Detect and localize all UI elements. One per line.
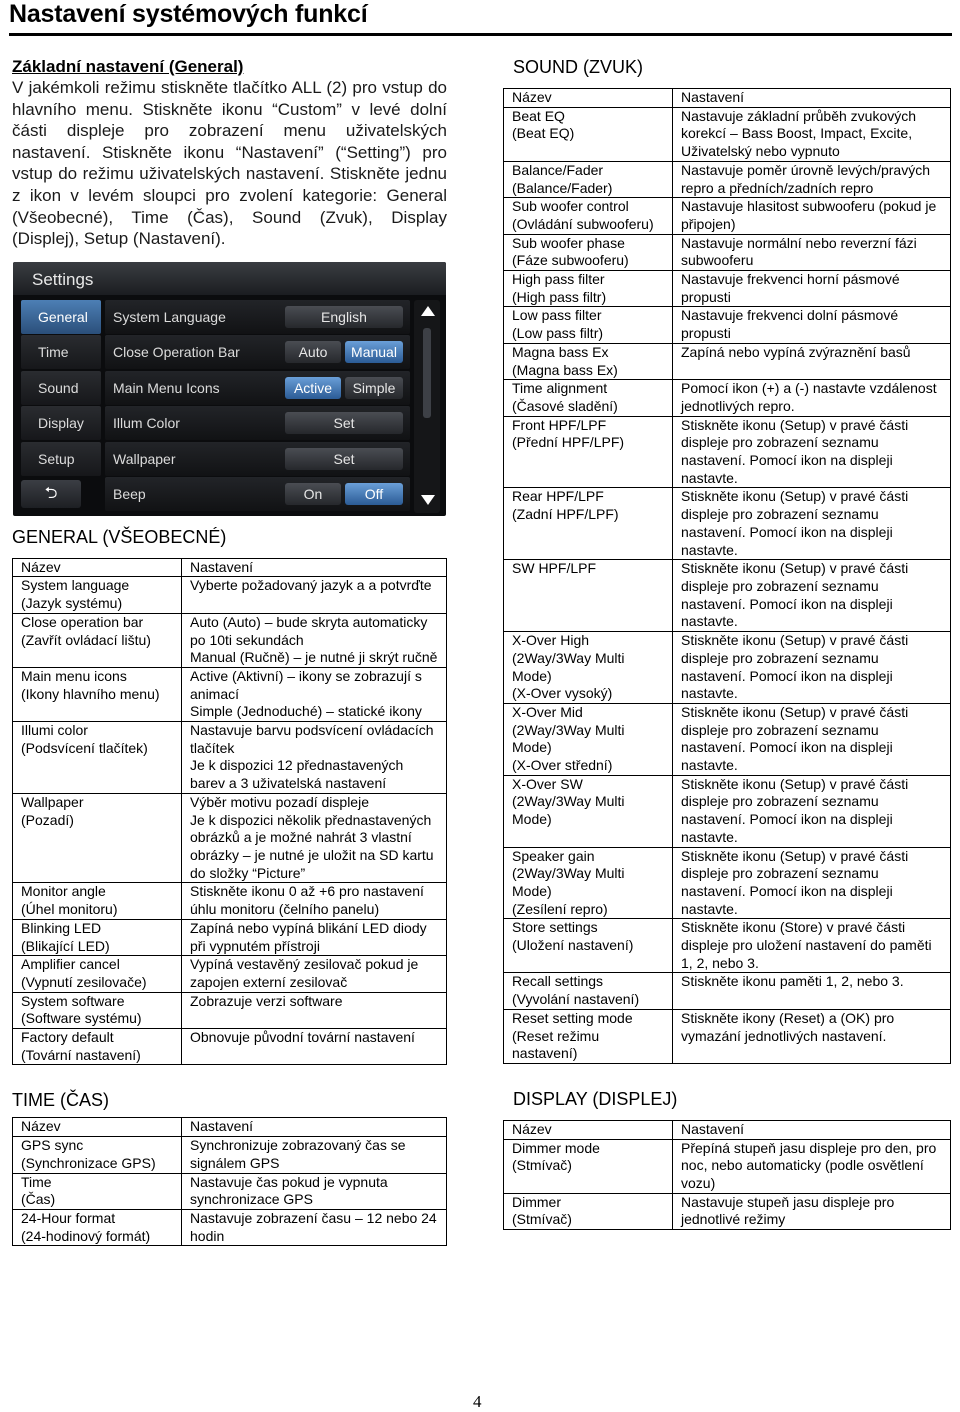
row-setting-cell bbox=[673, 775, 951, 847]
table-row bbox=[13, 1173, 447, 1209]
screenshot-row-label: System Language bbox=[113, 308, 226, 325]
table-row bbox=[504, 919, 951, 973]
row-name-line: (Blikající LED) bbox=[21, 937, 110, 954]
row-setting-cell bbox=[182, 667, 447, 721]
page-number: 4 bbox=[473, 1392, 482, 1411]
row-setting-cell bbox=[673, 107, 951, 161]
row-setting-cell bbox=[673, 380, 951, 416]
intro-heading: Základní nastavení (General) bbox=[12, 57, 244, 76]
row-name-cell bbox=[13, 1029, 182, 1065]
table-row bbox=[504, 307, 951, 343]
screenshot-nav-general: General bbox=[21, 300, 101, 334]
table-row bbox=[504, 271, 951, 307]
row-setting-cell bbox=[182, 793, 447, 883]
row-name-line: (Magna bass Ex) bbox=[512, 361, 618, 378]
row-setting-cell bbox=[673, 488, 951, 560]
row-name-cell bbox=[13, 577, 182, 613]
row-setting-cell bbox=[673, 1139, 951, 1193]
row-name-line: Main menu icons bbox=[21, 667, 127, 684]
row-name-line: X-Over Mid bbox=[512, 703, 583, 720]
screenshot-row-label: Main Menu Icons bbox=[113, 379, 220, 396]
table-row bbox=[13, 956, 447, 992]
row-setting-cell bbox=[673, 234, 951, 270]
row-setting-cell bbox=[673, 198, 951, 234]
row-name-line: Sub woofer control bbox=[512, 198, 629, 215]
row-name-line: SW HPF/LPF bbox=[512, 560, 597, 577]
general-table bbox=[12, 558, 447, 1066]
screenshot-row-wallpaper bbox=[105, 442, 410, 476]
row-setting-cell bbox=[182, 1173, 447, 1209]
row-name-line: (Ikony hlavního menu) bbox=[21, 685, 160, 702]
row-setting-cell bbox=[182, 1029, 447, 1065]
row-setting-line: Zobrazuje verzi software bbox=[190, 992, 343, 1009]
column-header-setting: Nastavení bbox=[673, 1120, 951, 1139]
row-setting-cell bbox=[673, 919, 951, 973]
row-setting-line: Synchronizuje zobrazovaný čas se signálem GPS bbox=[190, 1137, 406, 1171]
row-name-line: Factory default bbox=[21, 1029, 114, 1046]
row-name-cell bbox=[504, 161, 673, 197]
row-name-line: (Zesílení repro) bbox=[512, 900, 608, 917]
row-name-line: 24-Hour format bbox=[21, 1209, 116, 1226]
table-header-row bbox=[13, 1118, 447, 1137]
row-name-line: (Balance/Fader) bbox=[512, 179, 613, 196]
row-setting-cell bbox=[673, 161, 951, 197]
row-setting-cell bbox=[673, 271, 951, 307]
row-name-line: GPS sync bbox=[21, 1137, 84, 1154]
table-row bbox=[13, 577, 447, 613]
table-row bbox=[13, 919, 447, 955]
row-setting-cell bbox=[673, 416, 951, 488]
row-setting-line: Stiskněte ikonu (Setup) v pravé části displeje pro zobrazení seznamu nastavení. Pomocí ikon na displeji nastavte. bbox=[681, 775, 909, 845]
row-name-line: (Fáze subwooferu) bbox=[512, 252, 629, 269]
row-setting-cell bbox=[673, 973, 951, 1009]
screenshot-row-label: Illum Color bbox=[113, 415, 180, 432]
row-name-line: Speaker gain bbox=[512, 847, 595, 864]
column-header-name: Název bbox=[13, 558, 182, 577]
screenshot-row-label: Close Operation Bar bbox=[113, 344, 240, 361]
column-header-name: Název bbox=[13, 1118, 182, 1137]
screenshot-row-illum-color bbox=[105, 406, 410, 440]
row-name-cell bbox=[13, 992, 182, 1028]
row-setting-cell bbox=[182, 956, 447, 992]
row-setting-line: Stiskněte ikonu (Setup) v pravé části displeje pro zobrazení seznamu nastavení. Pomocí ikon na displeji nastavte. bbox=[681, 560, 909, 630]
screenshot-row-label: Wallpaper bbox=[113, 450, 176, 467]
row-name-line: Balance/Fader bbox=[512, 161, 604, 178]
row-name-cell bbox=[504, 488, 673, 560]
row-setting-cell bbox=[182, 992, 447, 1028]
table-header-row bbox=[504, 89, 951, 108]
row-setting-line: Obnovuje původní tovární nastavení bbox=[190, 1029, 415, 1046]
row-name-line: Close operation bar bbox=[21, 613, 144, 630]
row-name-line: (Čas) bbox=[21, 1191, 56, 1208]
row-name-cell bbox=[504, 703, 673, 775]
row-name-cell bbox=[504, 271, 673, 307]
screenshot-btn-off: Off bbox=[345, 483, 403, 505]
row-name-line: (X-Over střední) bbox=[512, 757, 613, 774]
row-name-line: (Časové sladění) bbox=[512, 397, 618, 414]
table-row bbox=[504, 847, 951, 919]
column-header-name: Název bbox=[504, 1120, 673, 1139]
table-row bbox=[504, 703, 951, 775]
screenshot-btn-simple: Simple bbox=[345, 377, 403, 399]
row-setting-line: Stiskněte ikonu paměti 1, 2, nebo 3. bbox=[681, 973, 904, 990]
row-setting-cell bbox=[673, 307, 951, 343]
row-name-line: System language bbox=[21, 577, 130, 594]
row-setting-cell bbox=[673, 632, 951, 704]
row-setting-line: Stiskněte ikonu (Setup) v pravé části displeje pro zobrazení seznamu nastavení. Pomocí ikon na displeji nastavte. bbox=[681, 488, 909, 558]
row-name-line: (Uložení nastavení) bbox=[512, 937, 634, 954]
row-setting-line: Pomocí ikon (+) a (-) nastavte vzdálenost jednotlivých repro. bbox=[681, 380, 937, 414]
row-name-line: Time bbox=[21, 1173, 52, 1190]
table-header-row bbox=[504, 1120, 951, 1139]
display-table bbox=[503, 1120, 951, 1230]
row-name-line: (X-Over vysoký) bbox=[512, 685, 613, 702]
table-row bbox=[13, 722, 447, 794]
row-name-cell bbox=[13, 613, 182, 667]
scroll-up-icon bbox=[421, 306, 435, 316]
table-row bbox=[504, 161, 951, 197]
row-name-line: (Low pass filtr) bbox=[512, 325, 604, 342]
table-row bbox=[504, 775, 951, 847]
row-setting-line: Stiskněte ikonu (Setup) v pravé části displeje pro zobrazení seznamu nastavení. Pomocí ikon na displeji nastavte. bbox=[681, 847, 909, 917]
column-header-setting: Nastavení bbox=[182, 1118, 447, 1137]
row-setting-line: Manual (Ručně) – je nutné ji skrýt ručně bbox=[190, 649, 438, 666]
row-name-cell bbox=[504, 775, 673, 847]
row-setting-line: Nastavuje frekvenci horní pásmové propusti bbox=[681, 271, 900, 305]
row-setting-cell bbox=[673, 847, 951, 919]
screenshot-btn-manual: Manual bbox=[345, 341, 403, 363]
left-column bbox=[12, 56, 447, 1246]
sound-heading: SOUND (ZVUK) bbox=[513, 57, 643, 77]
row-name-cell bbox=[504, 198, 673, 234]
row-name-line: Monitor angle bbox=[21, 883, 106, 900]
row-name-line: Sub woofer phase bbox=[512, 234, 625, 251]
row-setting-line: Auto (Auto) – bude skryta automaticky po 10ti sekundách bbox=[190, 613, 428, 648]
screenshot-rows bbox=[105, 300, 410, 513]
screenshot-btn-set: Set bbox=[285, 448, 403, 470]
row-name-line: (2Way/3Way Multi Mode) bbox=[512, 721, 625, 756]
column-header-setting: Nastavení bbox=[182, 558, 447, 577]
row-name-cell bbox=[13, 667, 182, 721]
screenshot-btn-english: English bbox=[285, 306, 403, 328]
row-setting-line: Nastavuje barvu podsvícení ovládacích tlačítek bbox=[190, 722, 434, 756]
row-name-cell bbox=[13, 1173, 182, 1209]
row-name-line: Time alignment bbox=[512, 380, 608, 397]
row-setting-line: Přepíná stupeň jasu displeje pro den, pro noc, nebo automaticky (podle osvětlení vozu) bbox=[681, 1139, 937, 1192]
row-name-line: (Stmívač) bbox=[512, 1157, 572, 1174]
page-title: Nastavení systémových funkcí bbox=[9, 0, 368, 28]
row-setting-cell bbox=[182, 1137, 447, 1173]
table-row bbox=[504, 416, 951, 488]
row-setting-line: Nastavuje zobrazení času – 12 nebo 24 hodin bbox=[190, 1209, 437, 1244]
screenshot-row-system-language bbox=[105, 300, 410, 334]
row-setting-line: Vypíná vestavěný zesilovač pokud je zapojen externí zesilovač bbox=[190, 956, 419, 990]
general-heading: GENERAL (VŠEOBECNÉ) bbox=[12, 526, 227, 547]
row-setting-line: Je k dispozici 12 přednastavených barev a 3 uživatelská nastavení bbox=[190, 757, 404, 792]
row-name-line: Rear HPF/LPF bbox=[512, 488, 604, 505]
row-name-line: Dimmer bbox=[512, 1193, 561, 1210]
screenshot-nav bbox=[21, 300, 101, 508]
screenshot-row-close-operation-bar bbox=[105, 335, 410, 369]
screenshot-nav-time: Time bbox=[21, 335, 101, 369]
row-setting-cell bbox=[182, 722, 447, 794]
table-row bbox=[13, 793, 447, 883]
row-setting-cell bbox=[673, 343, 951, 379]
row-name-line: Front HPF/LPF bbox=[512, 416, 607, 433]
screenshot-btn-auto: Auto bbox=[285, 341, 341, 363]
row-name-cell bbox=[13, 722, 182, 794]
row-name-cell bbox=[504, 632, 673, 704]
row-setting-line: Nastavuje normální nebo reverzní fázi subwooferu bbox=[681, 234, 917, 269]
row-name-line: (Stmívač) bbox=[512, 1211, 572, 1228]
row-name-line: (2Way/3Way Multi Mode) bbox=[512, 793, 625, 828]
row-setting-cell bbox=[182, 1209, 447, 1245]
row-name-cell bbox=[504, 416, 673, 488]
table-row bbox=[504, 380, 951, 416]
row-setting-line: Je k dispozici několik přednastavených obrázků a je možné nahrát 3 vlastní obrázky – je nutné je uložit na SD kartu do složky “Picture” bbox=[190, 811, 434, 881]
row-name-line: (Jazyk systému) bbox=[21, 595, 123, 612]
table-row bbox=[13, 667, 447, 721]
row-name-line: X-Over SW bbox=[512, 775, 583, 792]
row-name-cell bbox=[504, 973, 673, 1009]
row-name-line: (Synchronizace GPS) bbox=[21, 1154, 156, 1171]
row-setting-line: Výběr motivu pozadí displeje bbox=[190, 793, 369, 810]
row-setting-cell bbox=[673, 1193, 951, 1229]
row-name-cell bbox=[504, 560, 673, 632]
screenshot-title: Settings bbox=[32, 269, 94, 289]
row-setting-line: Vyberte požadovaný jazyk a a potvrďte bbox=[190, 577, 432, 594]
row-name-line: Amplifier cancel bbox=[21, 956, 120, 973]
column-header-setting: Nastavení bbox=[673, 89, 951, 108]
row-setting-cell bbox=[182, 883, 447, 919]
row-name-line: Reset setting mode bbox=[512, 1009, 633, 1026]
row-name-line: Blinking LED bbox=[21, 919, 102, 936]
row-name-cell bbox=[13, 793, 182, 883]
display-heading: DISPLAY (DISPLEJ) bbox=[513, 1088, 678, 1109]
row-name-line: Wallpaper bbox=[21, 793, 84, 810]
table-header-row bbox=[13, 558, 447, 577]
title-divider bbox=[9, 33, 952, 36]
row-name-line: (Tovární nastavení) bbox=[21, 1046, 141, 1063]
time-table bbox=[12, 1117, 447, 1246]
screenshot-row-label: Beep bbox=[113, 486, 146, 503]
row-name-cell bbox=[504, 307, 673, 343]
row-name-cell bbox=[504, 1193, 673, 1229]
row-setting-line: Nastavuje hlasitost subwooferu (pokud je připojen) bbox=[681, 198, 937, 232]
row-name-line: (2Way/3Way Multi Mode) bbox=[512, 865, 625, 899]
screenshot-nav-display: Display bbox=[21, 406, 101, 440]
row-setting-line: Stiskněte ikonu (Setup) v pravé části displeje pro zobrazení seznamu nastavení. Pomocí ikon na displeji nastavte. bbox=[681, 632, 909, 702]
table-row bbox=[504, 1139, 951, 1193]
table-row bbox=[13, 883, 447, 919]
row-name-line: (Vypnutí zesilovače) bbox=[21, 973, 147, 990]
row-name-line: Recall settings bbox=[512, 973, 604, 990]
row-name-line: (Vyvolání nastavení) bbox=[512, 991, 640, 1008]
row-setting-line: Nastavuje stupeň jasu displeje pro jednotlivé režimy bbox=[681, 1193, 895, 1228]
row-name-line: (Zadní HPF/LPF) bbox=[512, 506, 619, 523]
row-name-line: (Reset režimu nastavení) bbox=[512, 1027, 600, 1062]
screenshot-btn-active: Active bbox=[285, 377, 341, 399]
table-row bbox=[504, 1009, 951, 1063]
row-name-cell bbox=[504, 343, 673, 379]
row-name-cell bbox=[504, 847, 673, 919]
table-row bbox=[504, 198, 951, 234]
row-setting-line: Nastavuje frekvenci dolní pásmové propusti bbox=[681, 307, 899, 342]
row-name-cell bbox=[13, 883, 182, 919]
settings-screenshot bbox=[13, 262, 446, 516]
table-row bbox=[504, 343, 951, 379]
row-name-line: Store settings bbox=[512, 919, 598, 936]
table-row bbox=[504, 488, 951, 560]
screenshot-nav-sound: Sound bbox=[21, 371, 101, 405]
table-row bbox=[504, 1193, 951, 1229]
row-setting-line: Active (Aktivní) – ikony se zobrazují s animací bbox=[190, 667, 422, 702]
row-setting-line: Zapíná nebo vypíná zvýraznění basů bbox=[681, 343, 911, 360]
row-name-cell bbox=[504, 380, 673, 416]
intro-paragraph: V jakémkoli režimu stiskněte tlačítko ALL (2) pro vstup do hlavního menu. Stiskněte ikonu “Custom” v levé dolní části displeje pro zobrazení menu uživatelských nastavení. Stiskněte ikonu “Nastavení” (“Setting”) pro vstup do režimu uživatelských nastavení. Stiskněte jednu z ikon v levém sloupci pro zvolení kategorie: General (Všeobecné), Time (Čas), Sound (Zvuk), Display (Displej), Setup (Nastavení). bbox=[12, 78, 447, 249]
column-header-name: Název bbox=[504, 89, 673, 108]
row-name-line: (Přední HPF/LPF) bbox=[512, 434, 625, 451]
screenshot-row-main-menu-icons bbox=[105, 371, 410, 405]
table-row bbox=[504, 632, 951, 704]
time-heading: TIME (ČAS) bbox=[12, 1090, 109, 1111]
row-setting-line: Stiskněte ikonu (Store) v pravé části displeje pro uložení nastavení do paměti 1, 2, nebo 3. bbox=[681, 919, 932, 971]
row-name-line: X-Over High bbox=[512, 632, 590, 649]
row-setting-cell bbox=[182, 919, 447, 955]
row-setting-line: Zapíná nebo vypíná blikání LED diody při vypnutém přístroji bbox=[190, 919, 427, 954]
screenshot-nav-setup: Setup bbox=[21, 442, 101, 476]
row-name-line: (Software systému) bbox=[21, 1010, 142, 1027]
row-name-cell bbox=[504, 234, 673, 270]
row-name-cell bbox=[504, 1009, 673, 1063]
row-name-cell bbox=[504, 1139, 673, 1193]
row-name-line: (Ovládání subwooferu) bbox=[512, 215, 654, 232]
row-setting-line: Nastavuje poměr úrovně levých/pravých repro a předních/zadních repro bbox=[681, 161, 931, 196]
row-setting-line: Stiskněte ikonu (Setup) v pravé části displeje pro zobrazení seznamu nastavení. Pomocí ikon na displeji nastavte. bbox=[681, 703, 909, 774]
table-row bbox=[13, 613, 447, 667]
row-setting-line: Stiskněte ikonu 0 až +6 pro nastavení úhlu monitoru (čelního panelu) bbox=[190, 883, 424, 918]
sound-table bbox=[503, 88, 951, 1064]
row-name-line: (Podsvícení tlačítek) bbox=[21, 739, 148, 756]
table-row bbox=[13, 1029, 447, 1065]
row-name-cell bbox=[504, 107, 673, 161]
table-row bbox=[13, 992, 447, 1028]
row-name-line: (High pass filtr) bbox=[512, 288, 607, 305]
row-name-cell bbox=[13, 1209, 182, 1245]
table-row bbox=[504, 973, 951, 1009]
row-name-line: (Úhel monitoru) bbox=[21, 901, 118, 918]
row-setting-cell bbox=[673, 560, 951, 632]
table-row bbox=[504, 560, 951, 632]
screenshot-btn-on: On bbox=[285, 483, 341, 505]
table-row bbox=[13, 1209, 447, 1245]
table-row bbox=[13, 1137, 447, 1173]
right-column bbox=[503, 56, 951, 1230]
scroll-down-icon bbox=[421, 495, 435, 505]
row-name-line: Illumi color bbox=[21, 722, 88, 739]
table-row bbox=[504, 107, 951, 161]
row-setting-cell bbox=[673, 703, 951, 775]
row-name-cell bbox=[504, 919, 673, 973]
row-name-line: Low pass filter bbox=[512, 307, 602, 324]
row-name-line: High pass filter bbox=[512, 271, 605, 288]
row-name-line: (Pozadí) bbox=[21, 811, 74, 828]
row-name-line: Magna bass Ex bbox=[512, 343, 609, 360]
row-name-line: Dimmer mode bbox=[512, 1139, 600, 1156]
screenshot-scrollbar bbox=[414, 300, 440, 513]
row-name-cell bbox=[13, 1137, 182, 1173]
screenshot-btn-set: Set bbox=[285, 412, 403, 434]
row-setting-line: Nastavuje základní průběh zvukových korekcí – Bass Boost, Impact, Excite, Uživatelský nebo vypnuto bbox=[681, 107, 917, 160]
screenshot-row-beep bbox=[105, 477, 410, 511]
row-name-line: (Beat EQ) bbox=[512, 125, 575, 142]
row-name-cell bbox=[13, 956, 182, 992]
row-setting-line: Simple (Jednoduché) – statické ikony bbox=[190, 703, 422, 720]
row-name-line: System software bbox=[21, 992, 125, 1009]
row-setting-line: Stiskněte ikonu (Setup) v pravé části displeje pro zobrazení seznamu nastavení. Pomocí ikon na displeji nastavte. bbox=[681, 416, 909, 486]
row-name-line: Beat EQ bbox=[512, 107, 565, 124]
row-name-line: (Zavřít ovládací lištu) bbox=[21, 631, 151, 648]
row-setting-cell bbox=[182, 577, 447, 613]
row-setting-line: Stiskněte ikony (Reset) a (OK) pro vymazání jednotlivých nastavení. bbox=[681, 1009, 895, 1044]
row-name-line: (24-hodinový formát) bbox=[21, 1227, 151, 1244]
row-name-cell bbox=[13, 919, 182, 955]
table-row bbox=[504, 234, 951, 270]
row-setting-line: Nastavuje čas pokud je vypnuta synchronizace GPS bbox=[190, 1173, 388, 1208]
row-name-line: (2Way/3Way Multi Mode) bbox=[512, 649, 625, 684]
row-setting-cell bbox=[182, 613, 447, 667]
row-setting-cell bbox=[673, 1009, 951, 1063]
scroll-thumb bbox=[423, 328, 431, 418]
back-arrow-icon: ⮌ bbox=[21, 480, 81, 508]
